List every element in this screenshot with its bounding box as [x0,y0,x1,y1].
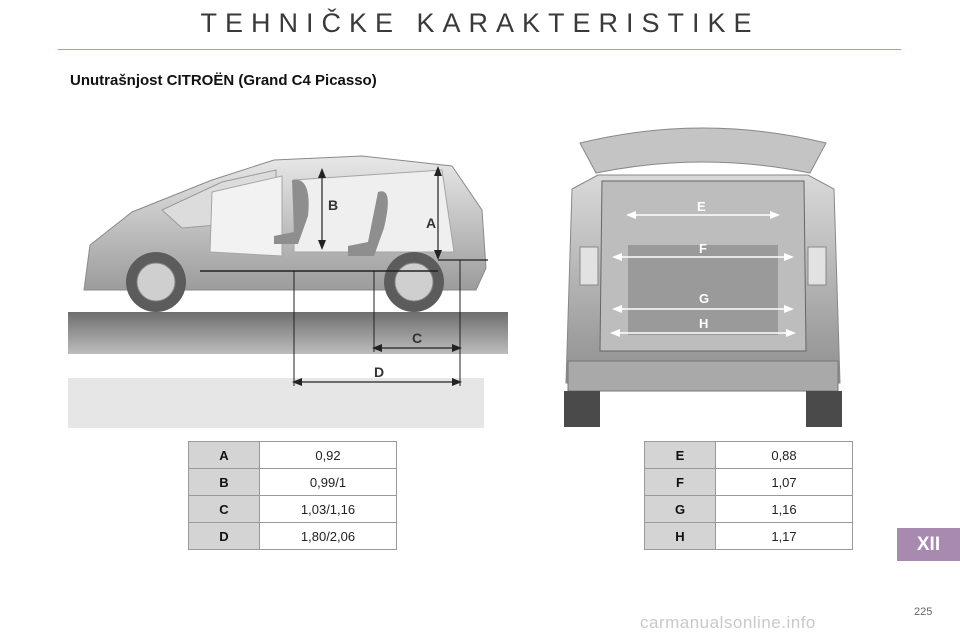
table-cell-key: F [645,469,716,496]
table-cell-key: G [645,496,716,523]
interior-dimensions-table-left [188,441,397,550]
table-cell-key: C [189,496,260,523]
label-c: C [412,330,423,346]
table-cell-key: H [645,523,716,550]
right-tail-light [808,247,826,285]
label-d: D [374,364,385,380]
table-row [189,496,397,523]
table-row [645,469,853,496]
page-title: TEHNIČKE KARAKTERISTIKE [200,8,760,38]
table-cell-value: 1,03/1,16 [260,496,397,523]
label-h: H [699,316,709,331]
table-cell-value: 0,92 [260,442,397,469]
title-divider [58,49,901,50]
watermark: carmanualsonline.info [640,613,816,632]
page-number: 225 [914,606,933,618]
table-cell-key: A [189,442,260,469]
label-g: G [699,291,710,306]
left-rear-tyre [564,391,600,427]
car-rear-view-illustration [558,115,848,430]
table-row [189,469,397,496]
table-cell-key: E [645,442,716,469]
table-cell-key: B [189,469,260,496]
table-cell-value: 1,16 [716,496,853,523]
left-tail-light [580,247,598,285]
table-row [645,523,853,550]
table-row [189,523,397,550]
table-row [189,442,397,469]
table-cell-value: 0,99/1 [260,469,397,496]
open-tailgate [580,128,826,173]
label-a: A [426,215,437,231]
floor-panel [68,378,484,428]
table-cell-key: D [189,523,260,550]
table-cell-value: 1,07 [716,469,853,496]
interior-dimensions-table-right [644,441,853,550]
chapter-tab[interactable]: XII [897,528,960,561]
table-cell-value: 0,88 [716,442,853,469]
car-side-view-illustration [62,140,514,432]
label-f: F [699,241,707,256]
table-cell-value: 1,17 [716,523,853,550]
table-cell-value: 1,80/2,06 [260,523,397,550]
rear-bumper [568,361,838,391]
label-b: B [328,197,339,213]
table-row [645,442,853,469]
table-row [645,496,853,523]
right-rear-tyre [806,391,842,427]
section-heading: Unutrašnjost CITROËN (Grand C4 Picasso) [70,72,377,89]
label-e: E [697,199,706,214]
